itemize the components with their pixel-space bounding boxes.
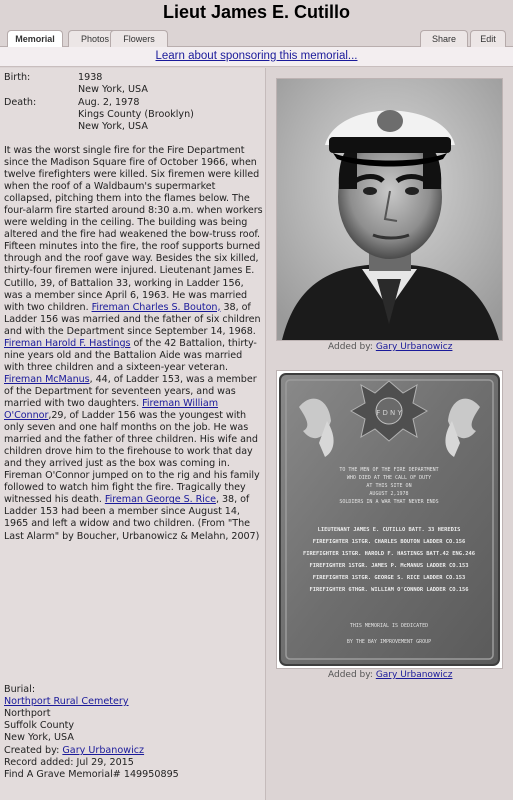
- plaque-image: [277, 371, 502, 668]
- plaque-line-2: WHO DIED AT THE CALL OF DUTY: [346, 475, 432, 481]
- photo2-caption: [328, 670, 452, 680]
- link-charles-bouton[interactable]: Fireman Charles S. Bouton,: [91, 301, 221, 313]
- sponsor-link[interactable]: Learn about sponsoring this memorial...: [155, 50, 358, 62]
- burial-city: Northport: [4, 708, 51, 719]
- link-harold-hastings[interactable]: Fireman Harold F. Hastings: [4, 337, 131, 349]
- plaque-line-1: TO THE MEN OF THE FIRE DEPARTMENT: [339, 467, 439, 473]
- record-info: [4, 745, 179, 781]
- photo1-contributor-link[interactable]: Gary Urbanowicz: [375, 342, 453, 352]
- plaque-name-4: FIREFIGHTER 1STGR. JAMES P. McMANUS LADDER CO.153: [309, 563, 469, 569]
- plaque-name-3: FIREFIGHTER 1STGR. HAROLD F. HASTINGS BATT.42 ENG.246: [302, 551, 476, 557]
- plaque-name-2: FIREFIGHTER 1STGR. CHARLES BOUTON LADDER CO.156: [312, 539, 466, 545]
- plaque-photo[interactable]: [276, 370, 503, 669]
- record-added: Record added: Jul 29, 2015: [4, 757, 134, 768]
- burial-info: [4, 684, 129, 744]
- bio-text: , 38, of Ladder 153 had been a member since August 14, 1965 and left a widow and two children. (From "The Last Alarm" by Boucher, Urbanowicz & Melahn, 2007): [4, 494, 260, 542]
- memorial-details: [0, 68, 266, 800]
- portrait-image: [277, 79, 502, 340]
- burial-label: Burial:: [4, 684, 36, 695]
- memorial-title: Lieut James E. Cutillo: [162, 2, 351, 22]
- death-date: Aug. 2, 1978: [78, 97, 140, 108]
- birth-place: New York, USA: [78, 84, 148, 95]
- bio-text: It was the worst single fire for the Fire Department since the Madison Square fire of October 1966, when twelve firefighters were killed. Six firemen were killed when the roof of a Waldbaum's supermarket collapsed, pitching them into the flames below. The four-alarm fire started around 8:30 a.m. when workers were welding in the ceiling. The building was being altered and the fire had weakened the bow-truss roof. Fifteen minutes into the fire, the roof supports burned through and the roof gave way. Besides the six killed, thirty-four firemen were injured. Lieutenant James E. Cutillo, 39, of Battalion 33, working in Ladder 156, was a member since April 6, 1963. He was married with two children.: [4, 145, 263, 313]
- creator-link[interactable]: Gary Urbanowicz: [62, 745, 145, 756]
- edit-button[interactable]: Edit: [470, 30, 506, 47]
- bio-text: 38, of Ladder 156 was married and the father of six children and with the Department since September 14, 1968.: [4, 301, 261, 337]
- link-george-rice[interactable]: Fireman George S. Rice: [104, 494, 216, 506]
- plaque-dedicated: THIS MEMORIAL IS DEDICATED: [349, 623, 429, 629]
- plaque-line-4: AUGUST 2,1978: [369, 491, 409, 497]
- burial-state: New York, USA: [4, 732, 74, 743]
- created-by: [4, 745, 179, 757]
- plaque-badge-text: F D N Y: [376, 409, 402, 417]
- photo1-caption-prefix: Added by:: [328, 342, 376, 352]
- plaque-name-1: LIEUTENANT JAMES E. CUTILLO BATT. 33 HEREDIS: [317, 527, 461, 533]
- photo2-caption-prefix: Added by:: [328, 670, 376, 680]
- burial-county: Suffolk County: [4, 720, 75, 731]
- tab-bar: [0, 27, 513, 47]
- death-label: Death:: [4, 97, 37, 108]
- biography: [4, 145, 263, 543]
- sponsor-bar: [0, 47, 513, 67]
- plaque-by: BY THE BAY IMPROVEMENT GROUP: [346, 639, 432, 645]
- cemetery-link[interactable]: Northport Rural Cemetery: [4, 696, 129, 707]
- bio-text: , 44, of Ladder 153, was a member of the Department for seventeen years, and was married with two daughters.: [4, 373, 257, 409]
- tab-flowers[interactable]: Flowers: [110, 30, 168, 47]
- birth-label: Birth:: [4, 72, 31, 83]
- plaque-name-6: FIREFIGHTER 6THGR. WILLIAM O'CONNOR LADDER CO.156: [309, 587, 469, 593]
- tab-memorial[interactable]: Memorial: [7, 30, 63, 48]
- birth-year: 1938: [78, 72, 103, 83]
- photo1-caption: [328, 342, 452, 352]
- bio-text: ,29, of Ladder 156 was the youngest with only seven and one half months on the job. He was married and the father of three children. His wife and children drove him to the firehouse to work that day and they arrived just as the box was coming in. Fireman O'Connor jumped on to the rig and his family followed to watch him fight the fire. Tragically they witnessed his death.: [4, 410, 260, 506]
- link-william-oconnor[interactable]: Fireman William O'Connor: [4, 397, 218, 422]
- plaque-line-5: SOLDIERS IN A WAR THAT NEVER ENDS: [339, 499, 439, 505]
- plaque-name-5: FIREFIGHTER 1STGR. GEORGE S. RICE LADDER CO.153: [312, 575, 466, 581]
- portrait-photo[interactable]: [276, 78, 503, 341]
- tab-photos[interactable]: Photos: [68, 30, 122, 47]
- death-place: New York, USA: [78, 121, 148, 132]
- share-button[interactable]: Share: [420, 30, 468, 47]
- plaque-line-3: AT THIS SITE ON: [366, 483, 412, 489]
- photo2-contributor-link[interactable]: Gary Urbanowicz: [375, 670, 453, 680]
- link-mcmanus[interactable]: Fireman McManus: [4, 373, 90, 385]
- created-by-label: Created by:: [4, 745, 63, 756]
- bio-text: of the 42 Battalion, thirty-nine years old and the Battalion Aide was married with three children and a sixteen-year veteran.: [4, 337, 257, 373]
- memorial-id: Find A Grave Memorial# 149950895: [4, 769, 179, 780]
- death-county: Kings County (Brooklyn): [78, 109, 194, 120]
